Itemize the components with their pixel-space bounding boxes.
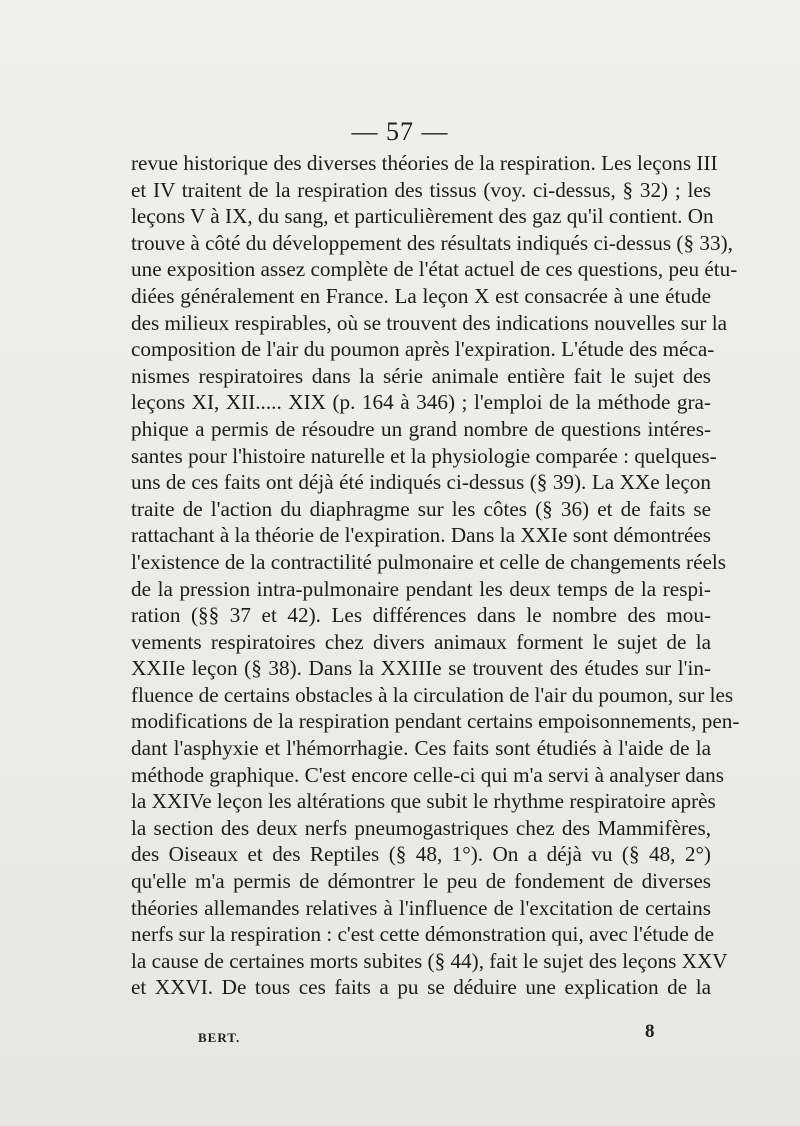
- text-line: diées généralement en France. La leçon X est consacrée à une étude: [131, 283, 711, 308]
- text-line: une exposition assez complète de l'état actuel de ces questions, peu étu-: [131, 257, 738, 282]
- text-line: de la pression intra-pulmonaire pendant les deux temps de la respi-: [131, 576, 711, 601]
- text-line: uns de ces faits ont déjà été indiqués ci-dessus (§ 39). La XXe leçon: [131, 470, 711, 495]
- text-line: méthode graphique. C'est encore celle-ci qui m'a servi à analyser dans: [131, 762, 725, 787]
- text-line: rattachant à la théorie de l'expiration. Dans la XXIe sont démontrées: [131, 523, 711, 548]
- text-line: leçons XI, XII..... XIX (p. 164 à 346) ; l'emploi de la méthode gra-: [131, 390, 711, 415]
- footer-signature-number: 8: [645, 1021, 655, 1042]
- footer-author-signature: BERT.: [198, 1030, 241, 1045]
- text-line: la section des deux nerfs pneumogastriques chez des Mammifères,: [131, 815, 711, 840]
- text-line: composition de l'air du poumon après l'expiration. L'étude des méca-: [131, 337, 715, 362]
- text-line: dant l'asphyxie et l'hémorrhagie. Ces faits sont étudiés à l'aide de la: [131, 736, 711, 761]
- text-line: qu'elle m'a permis de démontrer le peu de fondement de diverses: [131, 869, 711, 894]
- text-line: phique a permis de résoudre un grand nombre de questions intéres-: [131, 416, 711, 441]
- text-line: modifications de la respiration pendant certains empoisonnements, pen-: [131, 709, 740, 734]
- text-line: nerfs sur la respiration : c'est cette démonstration qui, avec l'étude de: [131, 922, 715, 947]
- text-line: théories allemandes relatives à l'influence de l'excitation de certains: [131, 895, 711, 920]
- text-line: leçons V à IX, du sang, et particulièrement des gaz qu'il contient. On: [131, 204, 714, 229]
- text-line: traite de l'action du diaphragme sur les côtes (§ 36) et de faits se: [131, 496, 711, 521]
- text-line: vements respiratoires chez divers animaux forment le sujet de la: [131, 629, 711, 654]
- text-line: des milieux respirables, où se trouvent des indications nouvelles sur la: [131, 310, 728, 335]
- text-line: santes pour l'histoire naturelle et la physiologie comparée : quelques-: [131, 443, 717, 468]
- body-text: [131, 150, 740, 1001]
- page-number: — 57 —: [351, 117, 449, 146]
- text-line: XXIIe leçon (§ 38). Dans la XXIIIe se trouvent des études sur l'in-: [131, 656, 711, 681]
- text-line: et XXVI. De tous ces faits a pu se déduire une explication de la: [131, 975, 711, 1000]
- text-line: la cause de certaines morts subites (§ 44), fait le sujet des leçons XXV: [131, 948, 728, 973]
- text-line: trouve à côté du développement des résultats indiqués ci-dessus (§ 33),: [131, 230, 733, 255]
- text-line: revue historique des diverses théories de la respiration. Les leçons III: [131, 151, 718, 175]
- text-line: des Oiseaux et des Reptiles (§ 48, 1°). On a déjà vu (§ 48, 2°): [131, 842, 711, 867]
- text-line: fluence de certains obstacles à la circulation de l'air du poumon, sur les: [131, 682, 734, 707]
- text-line: et IV traitent de la respiration des tissus (voy. ci-dessus, § 32) ; les: [131, 177, 711, 202]
- text-line: nismes respiratoires dans la série animale entière fait le sujet des: [131, 363, 711, 388]
- text-line: l'existence de la contractilité pulmonaire et celle de changements réels: [131, 549, 727, 574]
- text-line: ration (§§ 37 et 42). Les différences dans le nombre des mou-: [131, 603, 711, 628]
- text-line: la XXIVe leçon les altérations que subit le rhythme respiratoire après: [131, 789, 716, 814]
